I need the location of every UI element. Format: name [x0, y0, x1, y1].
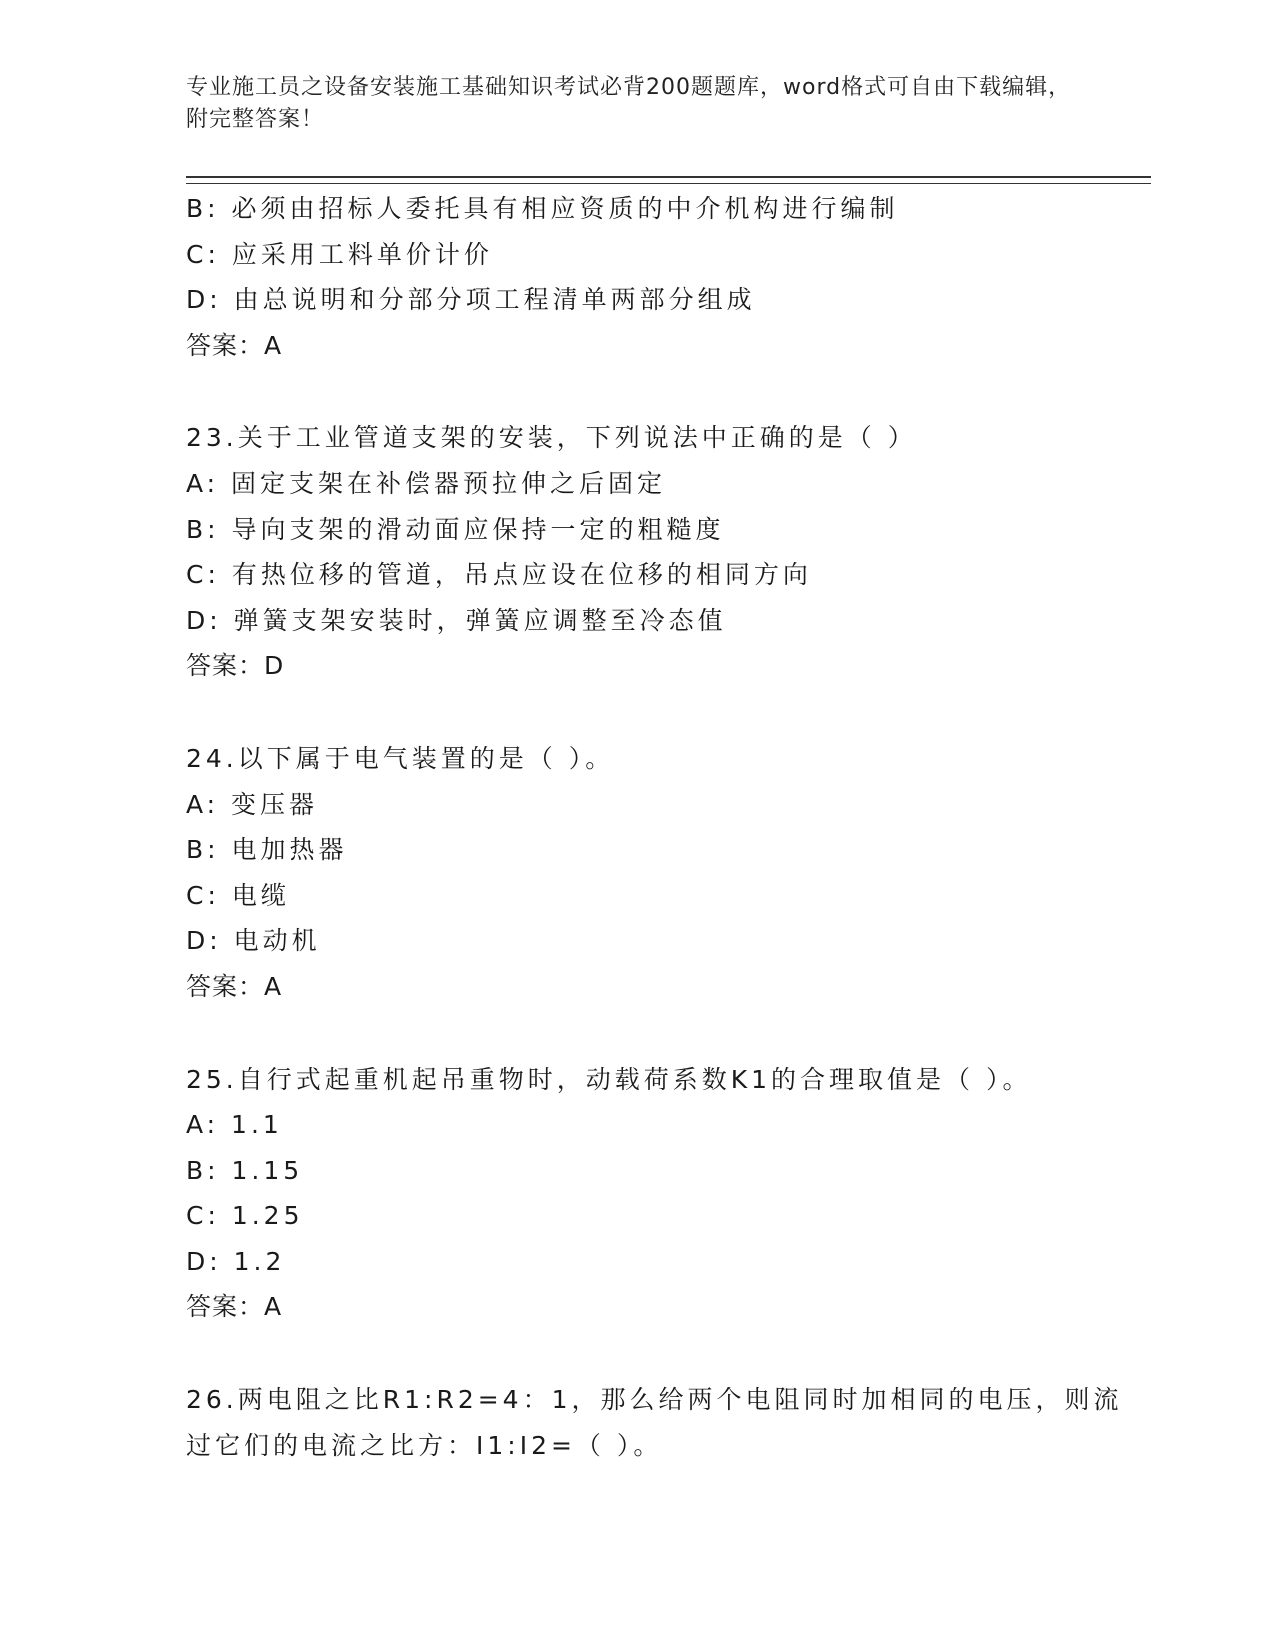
- option-a: A: 变压器: [186, 789, 319, 819]
- page-header: [186, 72, 1086, 136]
- question-stem: 24.以下属于电气装置的是（ ）。: [186, 743, 615, 773]
- answer: 答案：A: [186, 971, 283, 1001]
- option-a: A: 固定支架在补偿器预拉伸之后固定: [186, 468, 667, 498]
- option-b: B: 导向支架的滑动面应保持一定的粗糙度: [186, 514, 725, 544]
- answer: 答案：A: [186, 1292, 283, 1322]
- option-b: B: 必须由招标人委托具有相应资质的中介机构进行编制: [186, 194, 899, 223]
- answer: 答案：D: [186, 651, 285, 681]
- question-22-partial: [186, 186, 1146, 368]
- question-26: [186, 1377, 1146, 1468]
- option-d: D: 1.2: [186, 1246, 286, 1276]
- option-c: C: 1.25: [186, 1201, 304, 1231]
- question-stem: 25.自行式起重机起吊重物时，动载荷系数K1的合理取值是（ ）。: [186, 1064, 1032, 1094]
- option-c: C: 电缆: [186, 880, 290, 910]
- question-23: [186, 415, 1146, 689]
- option-b: B: 1.15: [186, 1155, 304, 1185]
- document-title: 专业施工员之设备安装施工基础知识考试必背200题题库，word格式可自由下载编辑，附完整答案！: [186, 75, 1072, 132]
- option-c: C: 应采用工料单价计价: [186, 239, 493, 269]
- question-25: [186, 1057, 1146, 1331]
- option-d: D: 弹簧支架安装时，弹簧应调整至冷态值: [186, 605, 727, 635]
- question-list: [186, 186, 1146, 1515]
- question-stem: 26.两电阻之比R1:R2=4：1，那么给两个电阻同时加相同的电压，则流过它们的电流之比方：I1:I2=（ ）。: [186, 1385, 1123, 1460]
- option-d: D: 由总说明和分部分项工程清单两部分组成: [186, 285, 756, 315]
- header-divider: [186, 176, 1151, 184]
- option-b: B: 电加热器: [186, 835, 348, 865]
- option-c: C: 有热位移的管道，吊点应设在位移的相同方向: [186, 560, 812, 590]
- question-24: [186, 736, 1146, 1010]
- question-stem: 23.关于工业管道支架的安装，下列说法中正确的是（ ）: [186, 423, 917, 453]
- option-d: D: 电动机: [186, 926, 321, 956]
- answer: 答案：A: [186, 330, 283, 360]
- option-a: A: 1.1: [186, 1110, 283, 1140]
